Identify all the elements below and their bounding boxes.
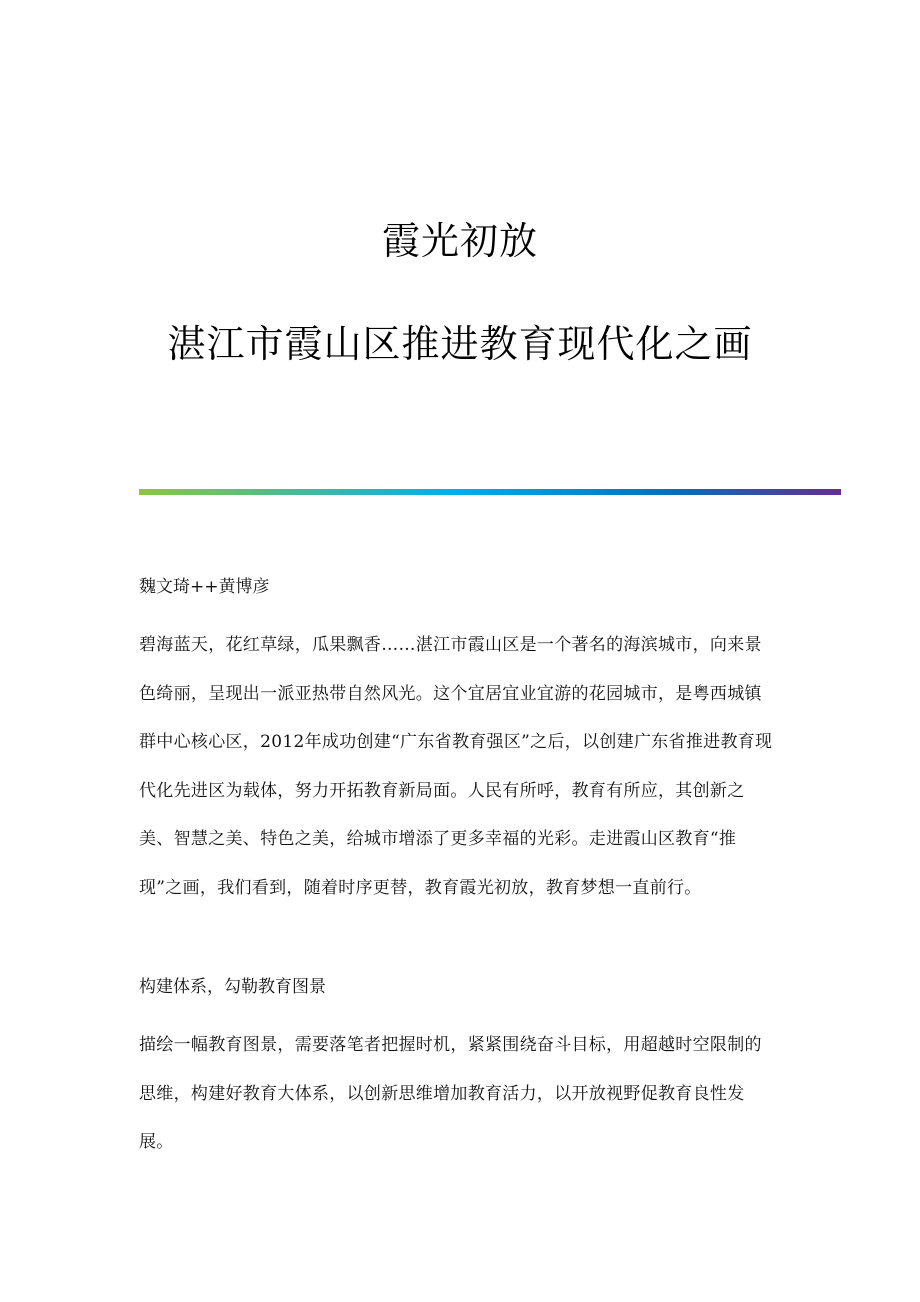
article-title: 霞光初放 xyxy=(381,219,538,263)
paragraph-intro: 碧海蓝天，花红草绿，瓜果飘香……湛江市霞山区是一个著名的海滨城市，向来景色绮丽，呈现出一派亚热带自然风光。这个宜居宜业宜游的花园城市，是粤西城镇群中心核心区，2012年成功创建“广东省教育强区”之后，以创建广东省推进教育现代化先进区为载体，努力开拓教育新局面。人民有所呼，教育有所应，其创新之美、智慧之美、特色之美，给城市增添了更多幸福的光彩。走进霞山区教育“推现”之画，我们看到，随着时序更替，教育霞光初放，教育梦想一直前行。 xyxy=(139,635,773,898)
gradient-divider xyxy=(139,489,841,495)
section-heading: 构建体系，勾勒教育图景 xyxy=(139,977,326,997)
article-subtitle: 湛江市霞山区推进教育现代化之画 xyxy=(167,322,753,366)
paragraph-section: 描绘一幅教育图景，需要落笔者把握时机，紧紧围绕奋斗目标，用超越时空限制的思维，构建好教育大体系，以创新思维增加教育活力，以开放视野促教育良性发展。 xyxy=(139,1035,762,1152)
author-line: 魏文琦++黄博彦 xyxy=(139,577,270,597)
